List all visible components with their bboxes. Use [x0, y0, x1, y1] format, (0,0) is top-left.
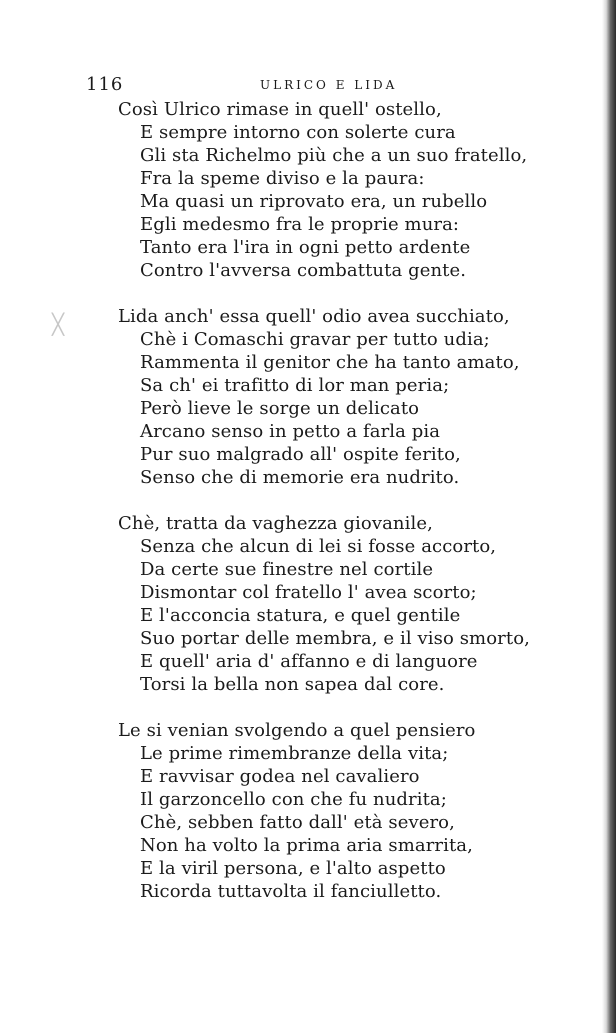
running-head: ULRICO E LIDA [260, 78, 398, 92]
verse-line: Da certe sue finestre nel cortile [140, 559, 434, 580]
verse-line: Pur suo malgrado all' ospite ferito, [140, 444, 461, 465]
stanza-2 [118, 305, 538, 489]
verse-line: Tanto era l'ira in ogni petto ardente [140, 237, 471, 258]
verse-line: Sa ch' ei trafitto di lor man peria; [140, 375, 450, 396]
verse-line: E quell' aria d' affanno e di languore [140, 651, 478, 672]
verse-line: E sempre intorno con solerte cura [140, 122, 456, 143]
verse-line: Però lieve le sorge un delicato [140, 398, 420, 419]
verse-line: E ravvisar godea nel cavaliero [140, 766, 420, 787]
verse-line: Chè, tratta da vaghezza giovanile, [118, 513, 433, 534]
verse-line: Così Ulrico rimase in quell' ostello, [118, 99, 442, 120]
verse-line: Le prime rimembranze della vita; [140, 743, 449, 764]
verse-line: Il garzoncello con che fu nudrita; [140, 789, 447, 810]
verse-line: Ma quasi un riprovato era, un rubello [140, 191, 488, 212]
verse-line: Senso che di memorie era nudrito. [140, 467, 460, 488]
verse-line: Contro l'avversa combattuta gente. [140, 260, 467, 281]
verse-line: Suo portar delle membra, e il viso smorto, [140, 628, 530, 649]
stanza-3 [118, 512, 538, 696]
verse-line: Le si venian svolgendo a quel pensiero [118, 720, 476, 741]
page-edge-shadow [602, 0, 616, 1033]
verse-line: E l'acconcia statura, e quel gentile [140, 605, 461, 626]
verse-line: Senza che alcun di lei si fosse accorto, [140, 536, 497, 557]
verse-line: Lida anch' essa quell' odio avea succhiato, [118, 306, 510, 327]
ink-smudge-mark: ╳ [52, 312, 65, 336]
verse-line: Gli sta Richelmo più che a un suo fratello, [140, 145, 528, 166]
verse-line: Torsi la bella non sapea dal core. [140, 674, 445, 695]
verse-line: Chè i Comaschi gravar per tutto udia; [140, 329, 490, 350]
page-number: 116 [86, 74, 124, 95]
verse-line: Ricorda tuttavolta il fanciulletto. [140, 881, 442, 902]
verse-line: Dismontar col fratello l' avea scorto; [140, 582, 477, 603]
stanza-1 [118, 98, 538, 282]
verse-line: Arcano senso in petto a farla pia [140, 421, 441, 442]
verse-line: Rammenta il genitor che ha tanto amato, [140, 352, 520, 373]
stanza-4 [118, 719, 538, 903]
verse-line: Chè, sebben fatto dall' età severo, [140, 812, 455, 833]
verse-line: Fra la speme diviso e la paura: [140, 168, 425, 189]
verse-line: Egli medesmo fra le proprie mura: [140, 214, 460, 235]
verse-line: E la viril persona, e l'alto aspetto [140, 858, 446, 879]
verse-line: Non ha volto la prima aria smarrita, [140, 835, 473, 856]
